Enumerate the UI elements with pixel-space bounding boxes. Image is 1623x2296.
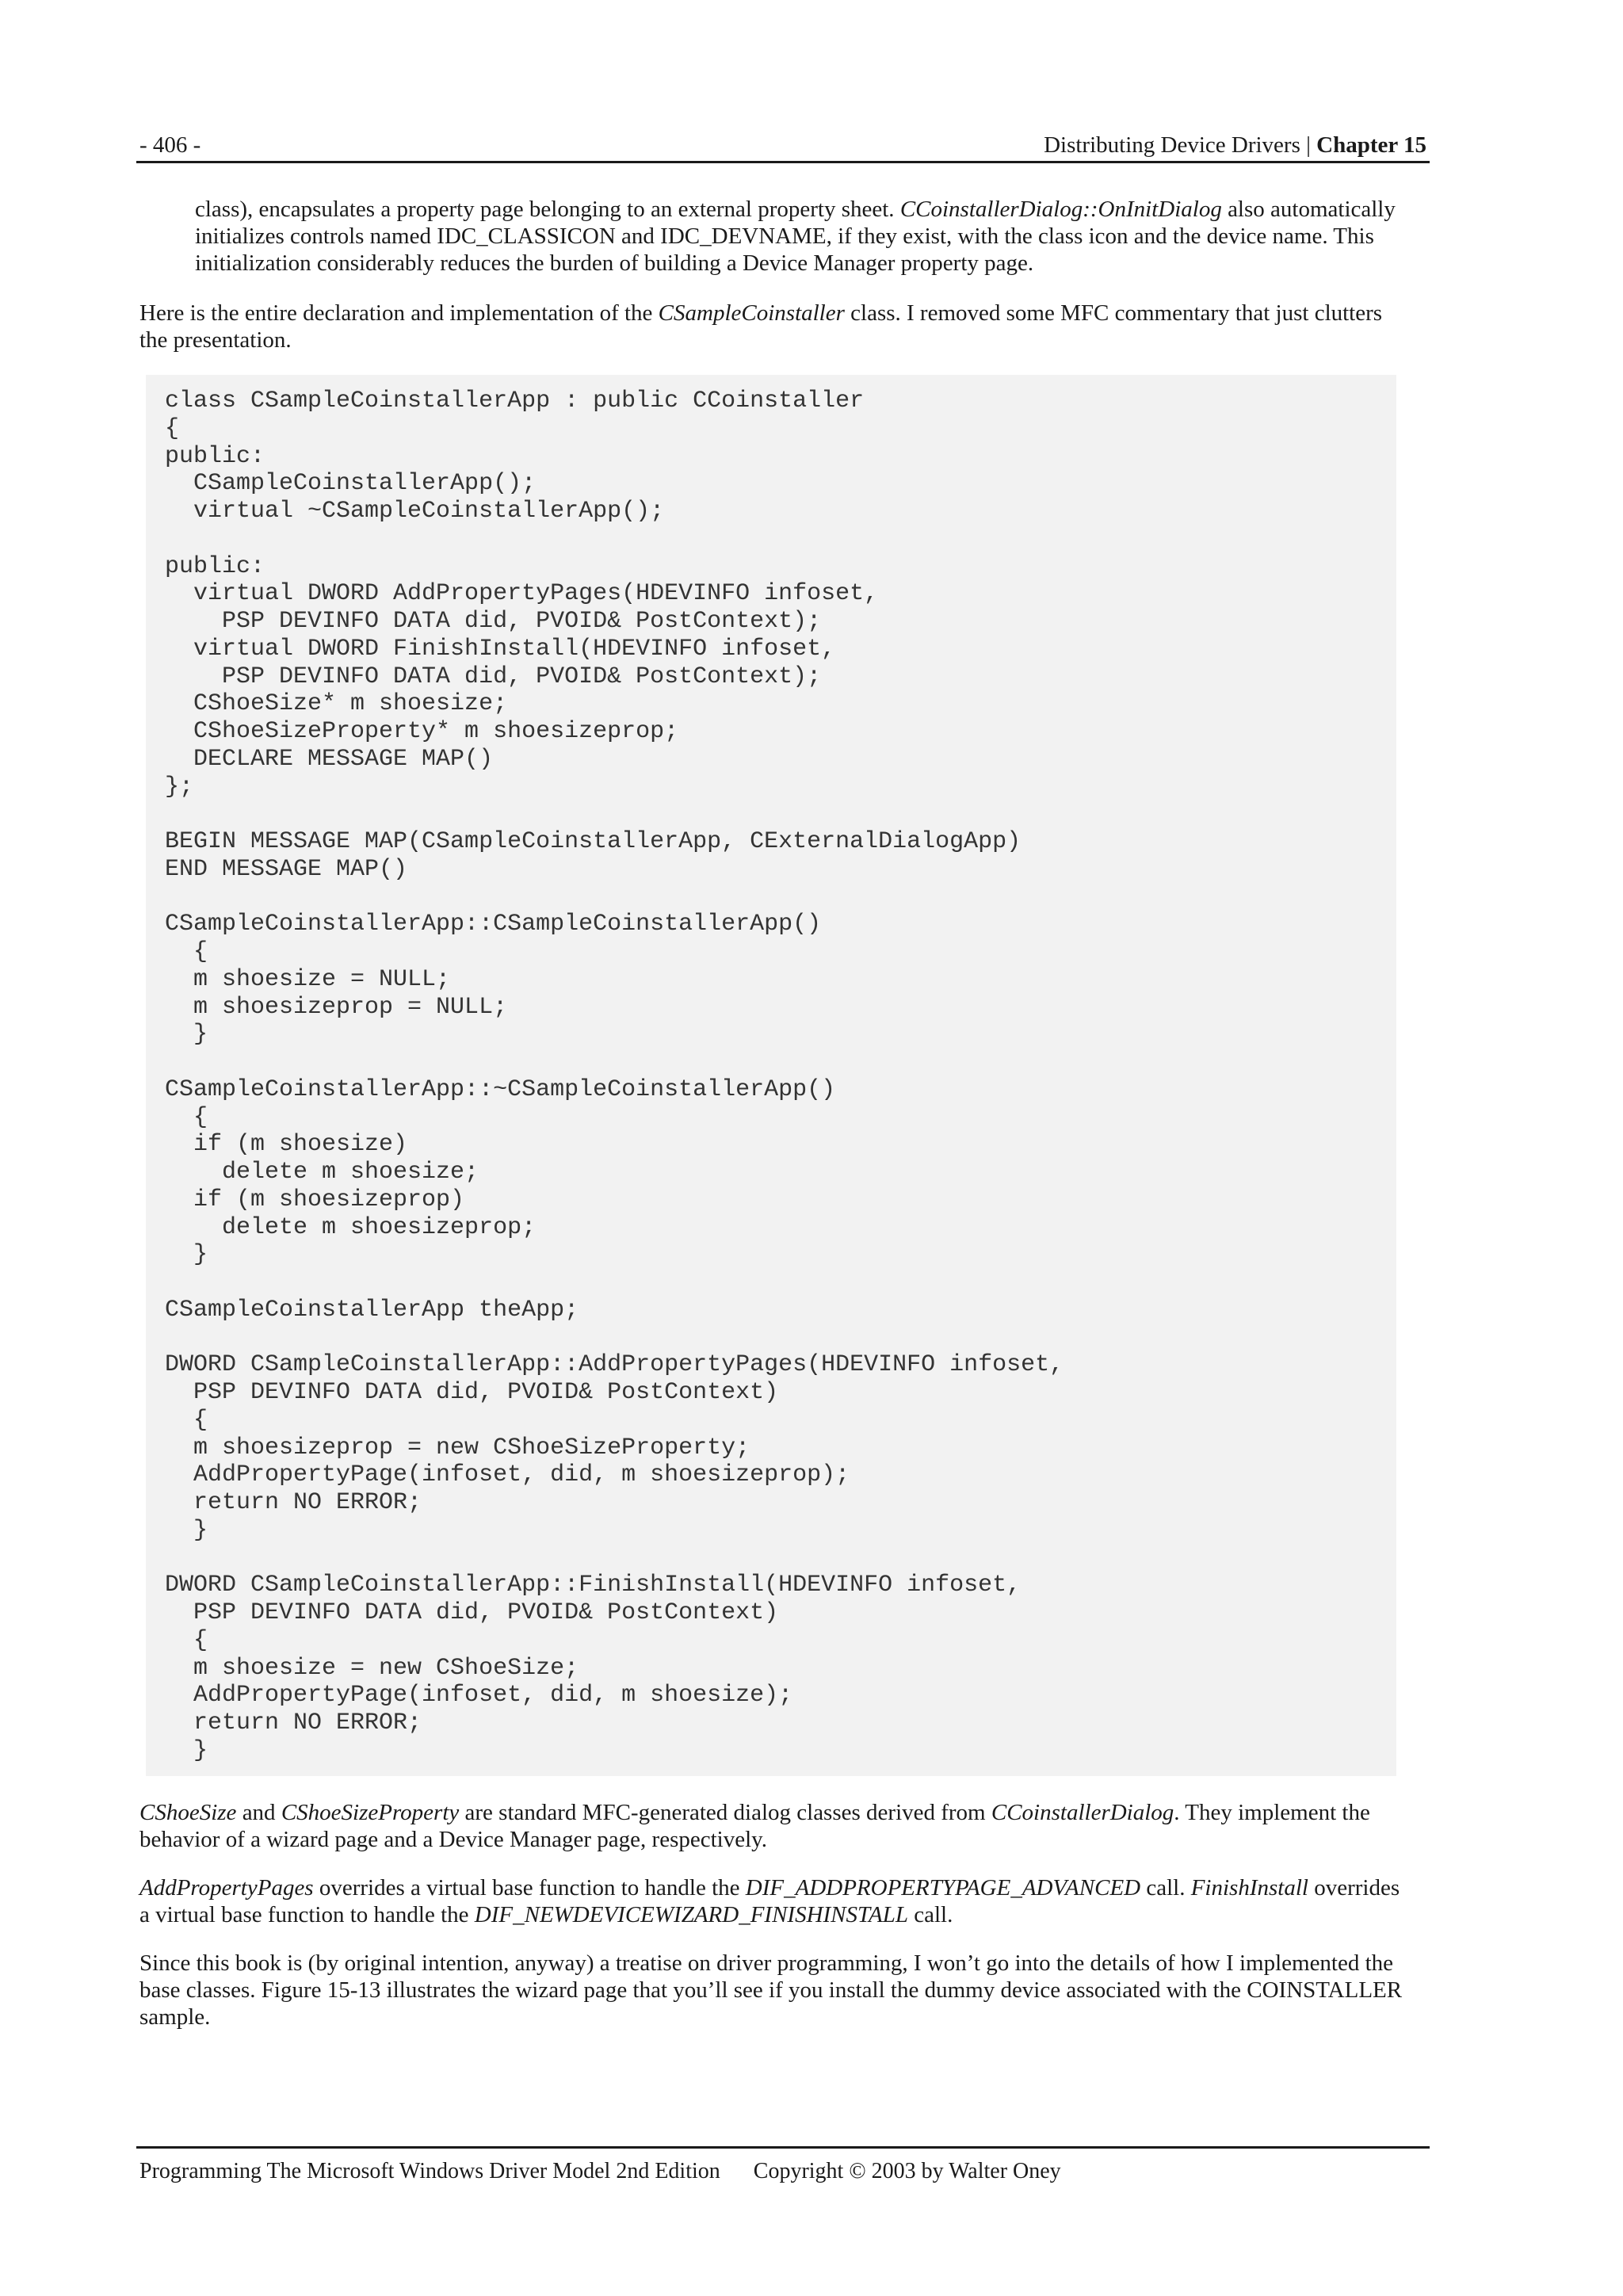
text-run: class. I removed some MFC commentary that just clutters the presentation. [139,300,1383,353]
footer-rule [136,2146,1430,2149]
text-run: overrides a virtual base function to handle the [313,1875,746,1901]
italic-term: DIF_NEWDEVICEWIZARD_FINISHINSTALL [474,1902,908,1927]
italic-term: CCoinstallerDialog::OnInitDialog [899,197,1222,222]
text-run: also automatically initializes controls named IDC_CLASSICON and IDC_DEVNAME, if they exist, with the class icon and the device name. This initialization considerably reduces the burden of building a Device Manager property page. [195,197,1396,276]
code-text: class CSampleCoinstallerApp : public CCoinstaller { public: CSampleCoinstallerApp(); virtual ~CSampleCoinstallerApp(); public: virtual DWORD AddPropertyPages(HDEVINFO infoset, PSP DEVINFO DATA did, PVOID& PostContext); virtual DWORD FinishInstall(HDEVINFO infoset, PSP DEVINFO DATA did, PVOID& PostContext); CShoeSize* m shoesize; CShoeSizeProperty* m shoesizeprop; DECLARE MESSAGE MAP() }; BEGIN MESSAGE MAP(CSampleCoinstallerApp, CExternalDialogApp) END MESSAGE MAP() CSampleCoinstallerApp::CSampleCoinstallerApp() { m shoesize = NULL; m shoesizeprop = NULL; } CSampleCoinstallerApp::~CSampleCoinstallerApp() { if (m shoesize) delete m shoesize; if (m shoesizeprop) delete m shoesizeprop; } CSampleCoinstallerApp theApp; DWORD CSampleCoinstallerApp::AddPropertyPages(HDEVINFO infoset, PSP DEVINFO DATA did, PVOID& PostContext) { m shoesizeprop = new CShoeSizeProperty; AddPropertyPage(infoset, did, m shoesizeprop); return NO ERROR; } DWORD CSampleCoinstallerApp::FinishInstall(HDEVINFO infoset, PSP DEVINFO DATA did, PVOID& PostContext) { m shoesize = new CShoeSize; AddPropertyPage(infoset, did, m shoesize); return NO ERROR; } [165,388,1064,1764]
running-title [1044,131,1426,159]
text-run: Since this book is (by original intention, anyway) a treatise on driver programming, I won’t go into the details of how I implemented the base classes. Figure 15-13 illustrates the wizard page that you’ll see if you install the dummy device associated with the COINSTALLER sample. [139,1950,1403,2030]
paragraph-since-this-book [139,1950,1407,2030]
text-run: are standard MFC-generated dialog classes derived from [459,1800,991,1825]
paragraph-shoesize-classes [139,1799,1407,1853]
footer-book-title: Programming The Microsoft Windows Driver Model 2nd Edition [139,2159,720,2183]
paragraph-intro [139,300,1407,353]
chapter-label: Chapter 15 [1316,132,1426,158]
paragraph-addpropertypages [139,1874,1407,1928]
italic-term: AddPropertyPages [139,1875,314,1901]
italic-term: CShoeSizeProperty [281,1800,460,1825]
italic-term: CSampleCoinstaller [658,300,845,326]
page-number: - 406 - [139,132,201,158]
italic-term: FinishInstall [1190,1875,1308,1901]
italic-term: CCoinstallerDialog [991,1800,1174,1825]
text-run: call. [1140,1875,1191,1901]
italic-term: DIF_ADDPROPERTYPAGE_ADVANCED [745,1875,1141,1901]
footer-copyright: Copyright © 2003 by Walter Oney [753,2159,1061,2183]
page-footer [139,2158,1061,2185]
text-run: . They implement the behavior of a wizard page and a Device Manager page, respectively. [139,1800,1370,1852]
page-header [139,131,1426,159]
text-run: call. [907,1902,953,1927]
text-run: overrides a virtual base function to handle the [139,1875,1400,1927]
section-title: Distributing Device Drivers | [1044,132,1317,158]
text-run: class), encapsulates a property page belonging to an external property sheet. [195,197,900,222]
italic-term: CShoeSize [139,1800,237,1825]
header-rule [136,161,1430,163]
text-run: and [236,1800,281,1825]
paragraph-indented-continuation [195,196,1407,277]
text-run: Here is the entire declaration and implementation of the [139,300,659,326]
code-listing [146,375,1396,1776]
